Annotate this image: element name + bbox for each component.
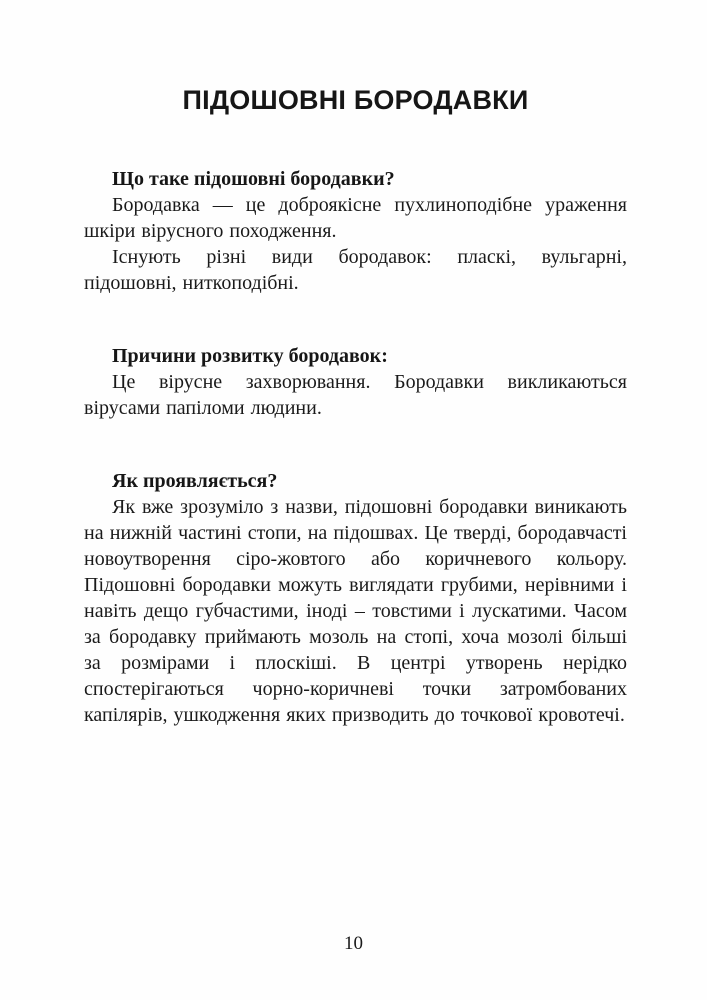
section-what-are-plantar-warts: [84, 166, 627, 296]
paragraph: Як вже зрозуміло з назви, підошовні бородавки виникають на нижній частині стопи, на підошвах. Це тверді, бородавчасті новоутворення сіро-жовтого або коричневого кольору. Підошовні бородавки можуть виглядати грубими, нерівними і навіть дещо губчастими, іноді – товстими і лускатими. Часом за бородавку приймають мозоль на стопі, хоча мозолі більші за розмірами і плоскіші. В центрі утворень нерідко спостерігаються чорно-коричневі точки затромбованих капілярів, ушкодження яких призводить до точкової кровотечі.: [84, 496, 627, 726]
section-heading: Причини розвитку бородавок:: [112, 345, 388, 367]
page-title: ПІДОШОВНІ БОРОДАВКИ: [182, 85, 529, 115]
page-number: 10: [344, 933, 363, 954]
section-heading: Що таке підошовні бородавки?: [112, 168, 395, 190]
paragraph: Бородавка — це доброякісне пухлиноподібне ураження шкіри вірусного походження.: [84, 194, 627, 242]
paragraph: Це вірусне захворювання. Бородавки викликаються вірусами папіломи людини.: [84, 371, 627, 419]
paragraph: Існують різні види бородавок: пласкі, вульгарні, підошовні, ниткоподібні.: [84, 246, 627, 294]
section-heading: Як проявляється?: [112, 470, 278, 492]
section-symptoms: [84, 468, 627, 728]
section-causes: [84, 343, 627, 421]
